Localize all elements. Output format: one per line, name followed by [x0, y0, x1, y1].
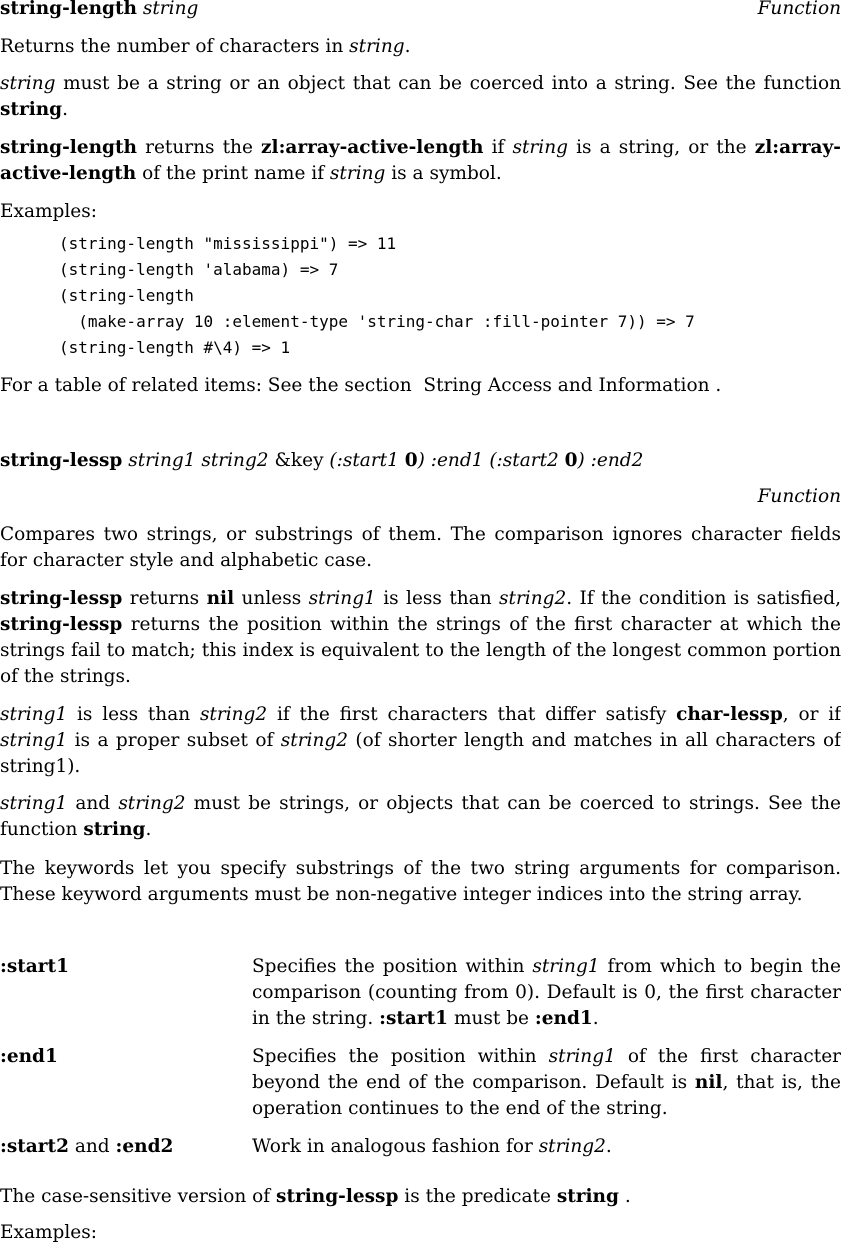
- entry-type: Function: [757, 486, 841, 507]
- keyword-desc: Specifies the position within string1 from which to begin the comparison (counting from 0). Default is 0, the first character in the string. :start1 must be :end1.: [252, 956, 841, 1029]
- paragraph: string1 and string2 must be strings, or objects that can be coerced to strings. See the function string.: [0, 793, 841, 840]
- paragraph: The case-sensitive version of string-lessp is the predicate string .: [0, 1186, 631, 1207]
- keyword-def-start2-end2: [0, 1134, 841, 1160]
- paragraph: string1 is less than string2 if the first characters that differ satisfy char-lessp, or if string1 is a proper subset of string2 (of shorter length and matches in all characters of string1).: [0, 704, 841, 777]
- keyword-desc: Specifies the position within string1 of the first character beyond the end of the comparison. Default is nil, that is, the operation continues to the end of the string.: [252, 1046, 841, 1119]
- code-line: (string-length "mississippi") => 11: [59, 234, 397, 253]
- related-items: For a table of related items: See the section String Access and Information .: [0, 375, 722, 396]
- paragraph: string-lessp returns nil unless string1 is less than string2. If the condition is satisfied, string-lessp returns the position within the strings of the first character at which the strings fail to match; this index is equivalent to the length of the longest common portion of the strings.: [0, 588, 841, 687]
- paragraph: string must be a string or an object that can be coerced into a string. See the function string.: [0, 73, 841, 120]
- keyword-term: :end1: [0, 1046, 58, 1067]
- function-args: string: [142, 0, 199, 19]
- paragraph: Returns the number of characters in string.: [0, 36, 411, 57]
- keyword-desc: Work in analogous fashion for string2.: [252, 1136, 612, 1157]
- examples-label: Examples:: [0, 1222, 97, 1243]
- entry-type: Function: [757, 0, 841, 19]
- code-line: (string-length #\4) => 1: [59, 338, 291, 357]
- paragraph: Compares two strings, or substrings of them. The comparison ignores character fields for character style and alphabetic case.: [0, 524, 841, 571]
- function-name: string-length: [0, 0, 137, 19]
- entry-header-string-length: [0, 0, 841, 22]
- keyword-term: :start2 and :end2: [0, 1136, 174, 1157]
- keyword-term: :start1: [0, 956, 69, 977]
- code-line: (string-length: [59, 286, 194, 305]
- code-example: [0, 231, 695, 361]
- code-line: (string-length 'alabama) => 7: [59, 260, 339, 279]
- examples-label: Examples:: [0, 201, 97, 222]
- code-line: (make-array 10 :element-type 'string-char :fill-pointer 7)) => 7: [59, 312, 695, 331]
- entry-header-string-lessp: string-lessp string1 string2 &key (:start1 0) :end1 (:start2 0) :end2: [0, 450, 644, 471]
- function-name: string-lessp: [0, 450, 123, 471]
- paragraph: The keywords let you specify substrings of the two string arguments for comparison. These keyword arguments must be non-negative integer indices into the string array.: [0, 858, 841, 905]
- paragraph: string-length returns the zl:array-active-length if string is a string, or the zl:array-active-length of the print name if string is a symbol.: [0, 137, 841, 184]
- keyword-def-end1: [0, 1044, 841, 1122]
- keyword-def-start1: [0, 954, 841, 1032]
